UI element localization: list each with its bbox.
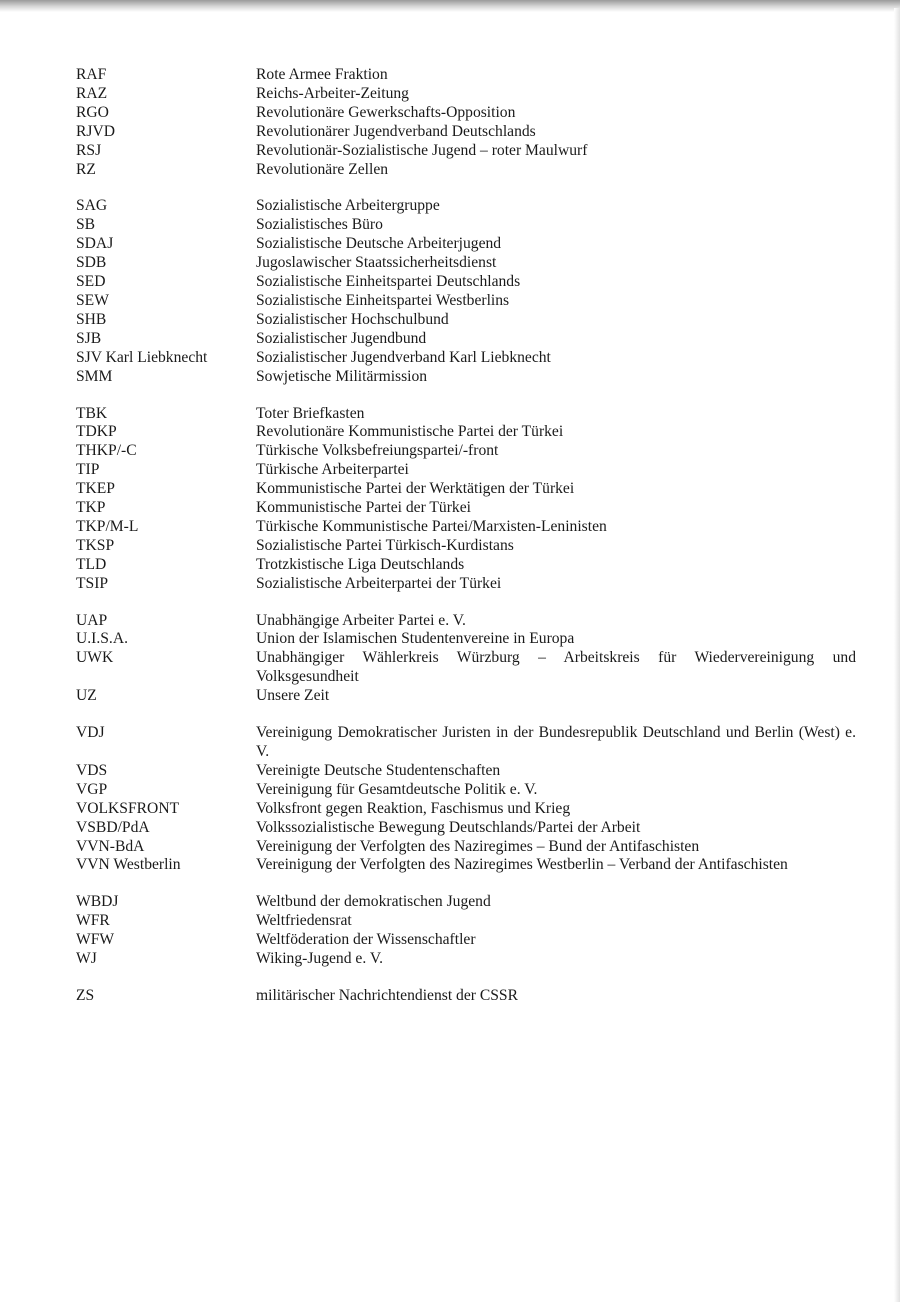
glossary-entry (76, 781, 856, 800)
glossary-entry (76, 461, 856, 480)
abbreviation: UZ (76, 687, 97, 705)
glossary-entry (76, 537, 856, 556)
glossary-entry (76, 649, 856, 687)
abbreviation: VVN-BdA (76, 837, 145, 855)
abbreviation: RAZ (76, 84, 108, 102)
abbreviation-meaning: Revolutionärer Jugendverband Deutschlands (256, 122, 536, 140)
abbreviation-meaning: Reichs-Arbeiter-Zeitung (256, 84, 409, 102)
abbreviation-meaning: Weltföderation der Wissenschaftler (256, 931, 476, 949)
abbreviation: SEW (76, 291, 109, 309)
glossary-entry (76, 630, 856, 649)
glossary-entry (76, 161, 856, 180)
abbreviation: SAG (76, 197, 108, 215)
glossary-entry (76, 480, 856, 499)
glossary-entry (76, 368, 856, 387)
glossary-entry (76, 518, 856, 537)
abbreviation: RAF (76, 66, 107, 83)
abbreviation: SDAJ (76, 235, 114, 253)
abbreviation-meaning: Sozialistische Arbeiterpartei der Türkei (256, 574, 502, 592)
abbreviation: RGO (76, 103, 109, 121)
abbreviation-meaning: Türkische Kommunistische Partei/Marxisten-Leninisten (256, 517, 607, 535)
glossary-group (76, 66, 856, 179)
glossary-entry (76, 292, 856, 311)
abbreviation: SHB (76, 310, 107, 328)
abbreviation-meaning: Kommunistische Partei der Werktätigen der Türkei (256, 480, 575, 498)
abbreviation-meaning: Trotzkistische Liga Deutschlands (256, 555, 465, 573)
abbreviation-meaning: Vereinigung Demokratischer Juristen in der Bundesrepublik Deutschland und Berlin (West) e. V. (256, 724, 856, 760)
glossary-entry (76, 330, 856, 349)
abbreviation: TBK (76, 404, 108, 422)
abbreviation: VSBD/PdA (76, 818, 150, 836)
glossary-entry (76, 273, 856, 292)
abbreviation: WFR (76, 912, 110, 930)
abbreviation-meaning: Kommunistische Partei der Türkei (256, 499, 471, 517)
glossary-entry (76, 66, 856, 85)
abbreviation-meaning: Volkssozialistische Bewegung Deutschlands/Partei der Arbeit (256, 818, 641, 836)
abbreviation: SDB (76, 254, 107, 272)
abbreviation: WJ (76, 950, 97, 968)
glossary-entry (76, 123, 856, 142)
abbreviation: SJV Karl Liebknecht (76, 348, 208, 366)
abbreviation-meaning: Sozialistischer Hochschulbund (256, 310, 449, 328)
abbreviation-meaning: Sozialistische Einheitspartei Westberlins (256, 291, 510, 309)
abbreviation-meaning: Rote Armee Fraktion (256, 66, 388, 83)
abbreviation: THKP/-C (76, 442, 137, 460)
abbreviation-meaning: Vereinigung der Verfolgten des Naziregimes – Bund der Antifaschisten (256, 837, 700, 855)
glossary-group (76, 405, 856, 594)
glossary-entry (76, 104, 856, 123)
abbreviation-meaning: Revolutionäre Gewerkschafts-Opposition (256, 103, 516, 121)
glossary-entry (76, 612, 856, 631)
glossary-entry (76, 724, 856, 762)
abbreviation: TKEP (76, 480, 115, 498)
abbreviation: VGP (76, 780, 108, 798)
abbreviation-meaning: Weltfriedensrat (256, 912, 352, 930)
abbreviation: TSIP (76, 574, 109, 592)
glossary-entry (76, 987, 856, 1006)
abbreviation-meaning: Unabhängige Arbeiter Partei e. V. (256, 611, 466, 629)
abbreviation-meaning: Wiking-Jugend e. V. (256, 950, 384, 968)
abbreviation-meaning: Sozialistischer Jugendverband Karl Liebknecht (256, 348, 551, 366)
glossary-entry (76, 912, 856, 931)
abbreviation-meaning: Revolutionär-Sozialistische Jugend – roter Maulwurf (256, 141, 588, 159)
abbreviation-meaning: Sozialistische Arbeitergruppe (256, 197, 440, 215)
abbreviation-meaning: militärischer Nachrichtendienst der CSSR (256, 986, 519, 1004)
abbreviation-meaning: Sozialistische Einheitspartei Deutschlands (256, 273, 521, 291)
scan-right-edge (894, 8, 900, 1302)
abbreviation: WBDJ (76, 893, 119, 911)
abbreviation-meaning: Weltbund der demokratischen Jugend (256, 893, 491, 911)
glossary-entry (76, 235, 856, 254)
glossary-entry (76, 423, 856, 442)
abbreviation-meaning: Türkische Arbeiterpartei (256, 461, 409, 479)
abbreviation: SED (76, 273, 106, 291)
abbreviation-meaning: Unabhängiger Wählerkreis Würzburg – Arbeitskreis für Wiedervereinigung und Volksgesundheit (256, 649, 856, 686)
glossary-entry (76, 499, 856, 518)
abbreviation-meaning: Türkische Volksbefreiungspartei/-front (256, 442, 499, 460)
glossary-group (76, 987, 856, 1006)
abbreviation: VOLKSFRONT (76, 799, 180, 817)
abbreviation: RZ (76, 160, 96, 178)
abbreviation: WFW (76, 931, 115, 949)
glossary-entry (76, 556, 856, 575)
glossary-group (76, 724, 856, 875)
abbreviation-meaning: Volksfront gegen Reaktion, Faschismus und Krieg (256, 799, 571, 817)
abbreviation: SJB (76, 329, 102, 347)
abbreviation: TIP (76, 461, 100, 479)
abbreviation: U.I.S.A. (76, 630, 128, 648)
abbreviation: RSJ (76, 141, 102, 159)
abbreviation: ZS (76, 986, 95, 1004)
glossary-entry (76, 405, 856, 424)
abbreviation-meaning: Toter Briefkasten (256, 404, 365, 422)
glossary-entry (76, 687, 856, 706)
glossary-entry (76, 856, 856, 875)
glossary-entry (76, 311, 856, 330)
abbreviation-meaning: Union der Islamischen Studentenvereine in Europa (256, 630, 575, 648)
glossary-entry (76, 819, 856, 838)
abbreviation-meaning: Revolutionäre Kommunistische Partei der Türkei (256, 423, 564, 441)
abbreviation: TKP (76, 499, 106, 517)
abbreviation-meaning: Vereinigung für Gesamtdeutsche Politik e. V. (256, 780, 538, 798)
glossary-entry (76, 216, 856, 235)
abbreviation-meaning: Sozialistische Partei Türkisch-Kurdistans (256, 536, 514, 554)
glossary-entry (76, 838, 856, 857)
abbreviation: TKP/M-L (76, 517, 139, 535)
glossary-entry (76, 893, 856, 912)
abbreviation-meaning: Vereinigung der Verfolgten des Naziregimes Westberlin – Verband der Antifaschisten (256, 856, 788, 874)
abbreviation: TKSP (76, 536, 115, 554)
abbreviation-meaning: Revolutionäre Zellen (256, 160, 389, 178)
glossary-entry (76, 349, 856, 368)
glossary-entry (76, 254, 856, 273)
glossary-entry (76, 931, 856, 950)
abbreviation-meaning: Sozialistische Deutsche Arbeiterjugend (256, 235, 502, 253)
abbreviation: TLD (76, 555, 107, 573)
glossary-group (76, 612, 856, 707)
glossary-entry (76, 950, 856, 969)
abbreviation-meaning: Unsere Zeit (256, 687, 330, 705)
glossary-entry (76, 762, 856, 781)
abbreviation-meaning: Jugoslawischer Staatssicherheitsdienst (256, 254, 497, 272)
abbreviation-glossary (76, 66, 856, 1024)
glossary-entry (76, 142, 856, 161)
abbreviation-meaning: Vereinigte Deutsche Studentenschaften (256, 761, 501, 779)
abbreviation: SB (76, 216, 96, 234)
abbreviation: RJVD (76, 122, 115, 140)
abbreviation: VDJ (76, 724, 105, 742)
abbreviation: UAP (76, 611, 108, 629)
glossary-entry (76, 442, 856, 461)
glossary-entry (76, 197, 856, 216)
glossary-entry (76, 85, 856, 104)
abbreviation-meaning: Sowjetische Militärmission (256, 367, 428, 385)
glossary-group (76, 893, 856, 969)
abbreviation: SMM (76, 367, 113, 385)
abbreviation: TDKP (76, 423, 117, 441)
scan-top-edge (0, 0, 900, 12)
glossary-group (76, 197, 856, 386)
abbreviation-meaning: Sozialistisches Büro (256, 216, 383, 234)
abbreviation: VVN Westberlin (76, 856, 181, 874)
abbreviation-meaning: Sozialistischer Jugendbund (256, 329, 427, 347)
glossary-entry (76, 575, 856, 594)
glossary-entry (76, 800, 856, 819)
abbreviation: UWK (76, 649, 114, 667)
abbreviation: VDS (76, 761, 108, 779)
